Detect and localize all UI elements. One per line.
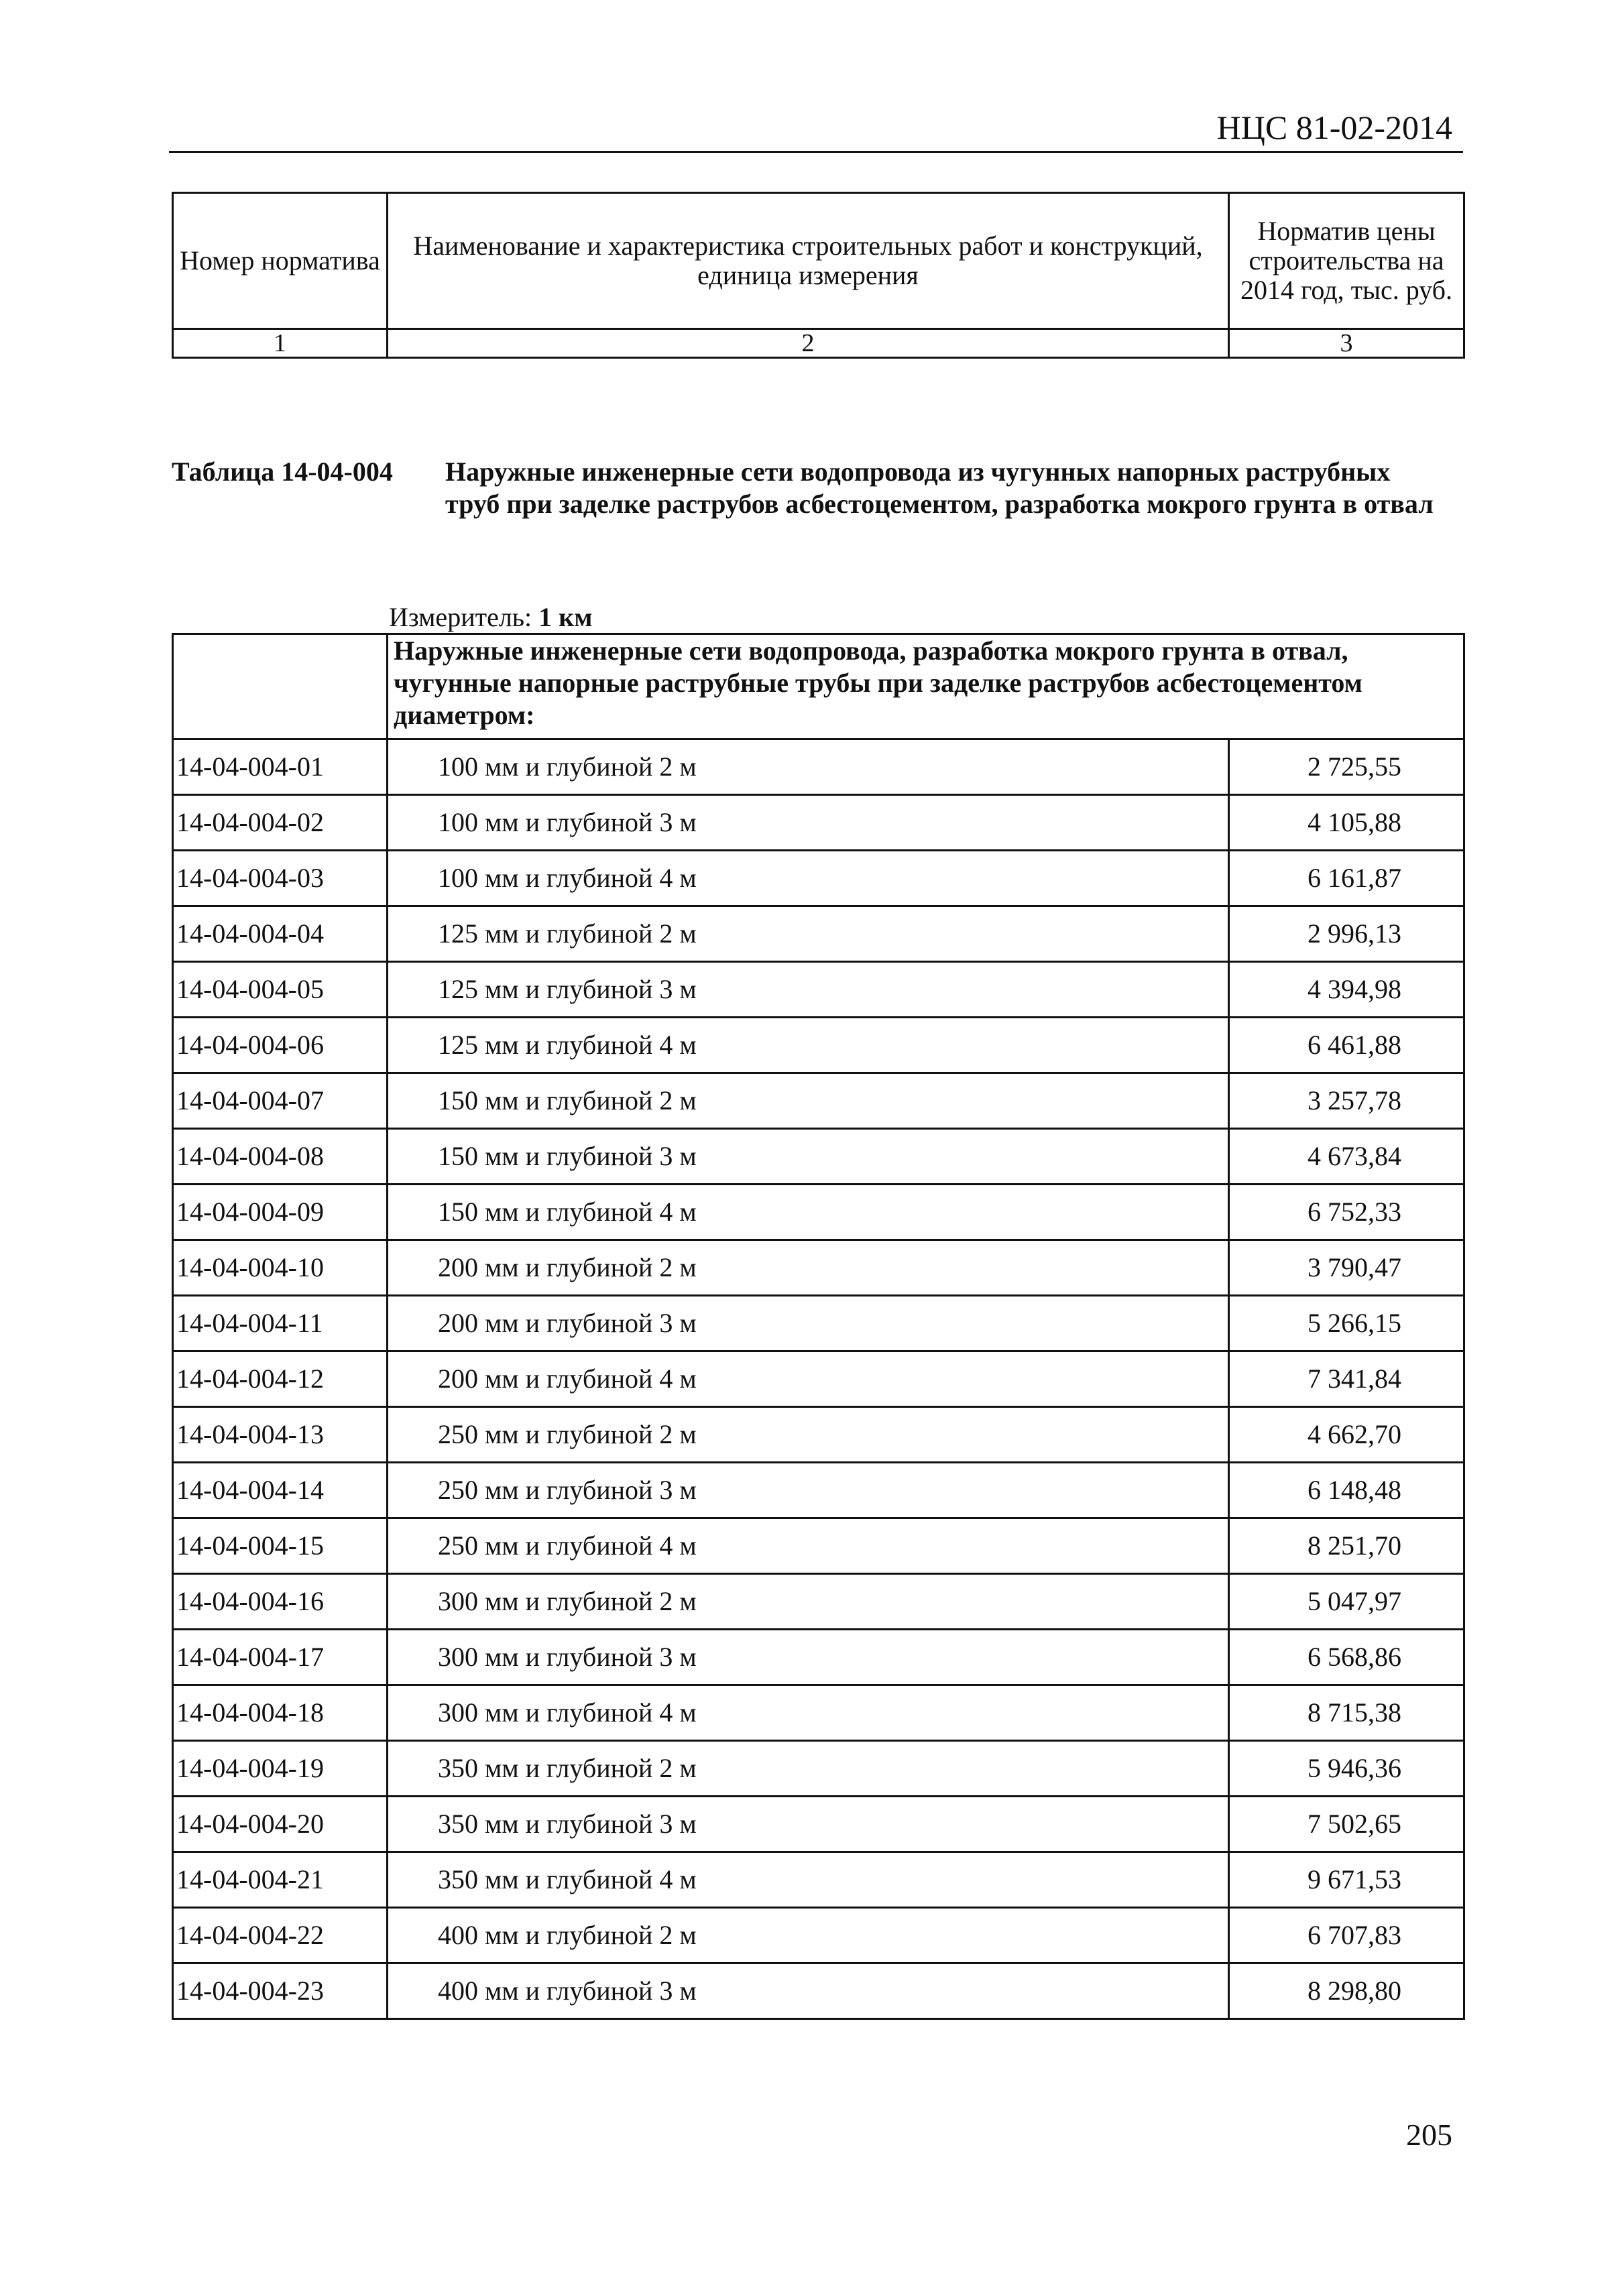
row-name: 300 мм и глубиной 2 м bbox=[388, 1574, 1229, 1630]
col3-title: Норматив цены строительства на 2014 год, тыс. руб. bbox=[1229, 193, 1464, 329]
table-row bbox=[173, 962, 1464, 1018]
measure-unit-value: 1 км bbox=[538, 602, 593, 632]
table-row bbox=[173, 1240, 1464, 1296]
table-row bbox=[173, 739, 1464, 795]
row-name: 125 мм и глубиной 4 м bbox=[388, 1018, 1229, 1073]
row-name: 300 мм и глубиной 3 м bbox=[388, 1630, 1229, 1685]
row-code: 14-04-004-23 bbox=[173, 1963, 388, 2019]
page-number: 205 bbox=[1406, 2118, 1452, 2152]
row-name: 150 мм и глубиной 2 м bbox=[388, 1073, 1229, 1129]
col1-title: Номер норматива bbox=[173, 193, 388, 329]
row-name: 100 мм и глубиной 2 м bbox=[388, 739, 1229, 795]
row-price: 3 790,47 bbox=[1229, 1240, 1464, 1296]
row-price: 2 725,55 bbox=[1229, 739, 1464, 795]
row-name: 200 мм и глубиной 2 м bbox=[388, 1240, 1229, 1296]
col2-number: 2 bbox=[388, 329, 1229, 358]
row-name: 150 мм и глубиной 4 м bbox=[388, 1185, 1229, 1240]
table-label: Таблица 14-04-004 bbox=[172, 457, 393, 487]
row-name: 250 мм и глубиной 2 м bbox=[388, 1407, 1229, 1463]
row-price: 8 715,38 bbox=[1229, 1685, 1464, 1741]
table-row bbox=[173, 851, 1464, 906]
empty-cell bbox=[173, 634, 388, 739]
row-name: 400 мм и глубиной 2 м bbox=[388, 1908, 1229, 1963]
table-row bbox=[173, 1518, 1464, 1574]
row-price: 6 148,48 bbox=[1229, 1463, 1464, 1518]
table-row bbox=[173, 1351, 1464, 1407]
measure-unit bbox=[389, 602, 592, 633]
row-code: 14-04-004-12 bbox=[173, 1351, 388, 1407]
row-price: 4 105,88 bbox=[1229, 795, 1464, 851]
table-row bbox=[173, 1852, 1464, 1908]
row-name: 250 мм и глубиной 4 м bbox=[388, 1518, 1229, 1574]
row-name: 200 мм и глубиной 4 м bbox=[388, 1351, 1229, 1407]
row-name: 125 мм и глубиной 2 м bbox=[388, 906, 1229, 962]
description-row bbox=[173, 634, 1464, 739]
row-code: 14-04-004-05 bbox=[173, 962, 388, 1018]
row-name: 400 мм и глубиной 3 м bbox=[388, 1963, 1229, 2019]
table-row bbox=[173, 1296, 1464, 1351]
column-number-row bbox=[173, 329, 1464, 358]
row-code: 14-04-004-02 bbox=[173, 795, 388, 851]
table-row bbox=[173, 1963, 1464, 2019]
row-price: 7 502,65 bbox=[1229, 1797, 1464, 1852]
row-name: 350 мм и глубиной 3 м bbox=[388, 1797, 1229, 1852]
row-price: 8 251,70 bbox=[1229, 1518, 1464, 1574]
row-name: 350 мм и глубиной 4 м bbox=[388, 1852, 1229, 1908]
col2-title: Наименование и характеристика строительных работ и конструкций, единица измерения bbox=[388, 193, 1229, 329]
row-name: 300 мм и глубиной 4 м bbox=[388, 1685, 1229, 1741]
row-price: 9 671,53 bbox=[1229, 1852, 1464, 1908]
row-code: 14-04-004-08 bbox=[173, 1129, 388, 1185]
row-price: 4 394,98 bbox=[1229, 962, 1464, 1018]
row-code: 14-04-004-07 bbox=[173, 1073, 388, 1129]
row-price: 2 996,13 bbox=[1229, 906, 1464, 962]
row-name: 250 мм и глубиной 3 м bbox=[388, 1463, 1229, 1518]
table-description: Наружные инженерные сети водопровода, разработка мокрого грунта в отвал, чугунные напорные раструбные трубы при заделке раструбов асбестоцементом диаметром: bbox=[388, 634, 1464, 739]
row-code: 14-04-004-20 bbox=[173, 1797, 388, 1852]
table-row bbox=[173, 1463, 1464, 1518]
row-price: 6 752,33 bbox=[1229, 1185, 1464, 1240]
header-row bbox=[173, 193, 1464, 329]
table-row bbox=[173, 1908, 1464, 1963]
row-price: 5 266,15 bbox=[1229, 1296, 1464, 1351]
row-code: 14-04-004-03 bbox=[173, 851, 388, 906]
table-row bbox=[173, 906, 1464, 962]
table-row bbox=[173, 795, 1464, 851]
price-table bbox=[172, 633, 1465, 2020]
row-name: 150 мм и глубиной 3 м bbox=[388, 1129, 1229, 1185]
table-row bbox=[173, 1797, 1464, 1852]
row-price: 3 257,78 bbox=[1229, 1073, 1464, 1129]
row-name: 350 мм и глубиной 2 м bbox=[388, 1741, 1229, 1797]
table-row bbox=[173, 1630, 1464, 1685]
row-price: 6 461,88 bbox=[1229, 1018, 1464, 1073]
table-row bbox=[173, 1129, 1464, 1185]
row-code: 14-04-004-09 bbox=[173, 1185, 388, 1240]
row-price: 4 673,84 bbox=[1229, 1129, 1464, 1185]
row-price: 5 047,97 bbox=[1229, 1574, 1464, 1630]
table-row bbox=[173, 1018, 1464, 1073]
col3-number: 3 bbox=[1229, 329, 1464, 358]
row-name: 125 мм и глубиной 3 м bbox=[388, 962, 1229, 1018]
measure-unit-label: Измеритель: bbox=[389, 602, 532, 632]
row-code: 14-04-004-21 bbox=[173, 1852, 388, 1908]
document-code: НЦС 81-02-2014 bbox=[1216, 109, 1452, 146]
row-name: 100 мм и глубиной 3 м bbox=[388, 795, 1229, 851]
row-code: 14-04-004-15 bbox=[173, 1518, 388, 1574]
row-price: 7 341,84 bbox=[1229, 1351, 1464, 1407]
row-code: 14-04-004-18 bbox=[173, 1685, 388, 1741]
row-code: 14-04-004-06 bbox=[173, 1018, 388, 1073]
row-code: 14-04-004-17 bbox=[173, 1630, 388, 1685]
row-code: 14-04-004-14 bbox=[173, 1463, 388, 1518]
header-table bbox=[172, 192, 1465, 359]
row-name: 100 мм и глубиной 4 м bbox=[388, 851, 1229, 906]
table-row bbox=[173, 1185, 1464, 1240]
table-row bbox=[173, 1741, 1464, 1797]
row-code: 14-04-004-10 bbox=[173, 1240, 388, 1296]
table-title: Наружные инженерные сети водопровода из чугунных напорных раструбных труб при заделке раструбов асбестоцементом, разработка мокрого грунта в отвал bbox=[445, 457, 1434, 519]
row-price: 6 568,86 bbox=[1229, 1630, 1464, 1685]
table-row bbox=[173, 1407, 1464, 1463]
row-price: 4 662,70 bbox=[1229, 1407, 1464, 1463]
row-code: 14-04-004-16 bbox=[173, 1574, 388, 1630]
table-row bbox=[173, 1073, 1464, 1129]
table-row bbox=[173, 1574, 1464, 1630]
header-rule bbox=[169, 151, 1463, 153]
row-code: 14-04-004-13 bbox=[173, 1407, 388, 1463]
row-code: 14-04-004-04 bbox=[173, 906, 388, 962]
row-price: 5 946,36 bbox=[1229, 1741, 1464, 1797]
row-code: 14-04-004-01 bbox=[173, 739, 388, 795]
col1-number: 1 bbox=[173, 329, 388, 358]
table-row bbox=[173, 1685, 1464, 1741]
row-price: 6 161,87 bbox=[1229, 851, 1464, 906]
row-name: 200 мм и глубиной 3 м bbox=[388, 1296, 1229, 1351]
row-price: 8 298,80 bbox=[1229, 1963, 1464, 2019]
row-code: 14-04-004-19 bbox=[173, 1741, 388, 1797]
row-code: 14-04-004-22 bbox=[173, 1908, 388, 1963]
row-price: 6 707,83 bbox=[1229, 1908, 1464, 1963]
row-code: 14-04-004-11 bbox=[173, 1296, 388, 1351]
